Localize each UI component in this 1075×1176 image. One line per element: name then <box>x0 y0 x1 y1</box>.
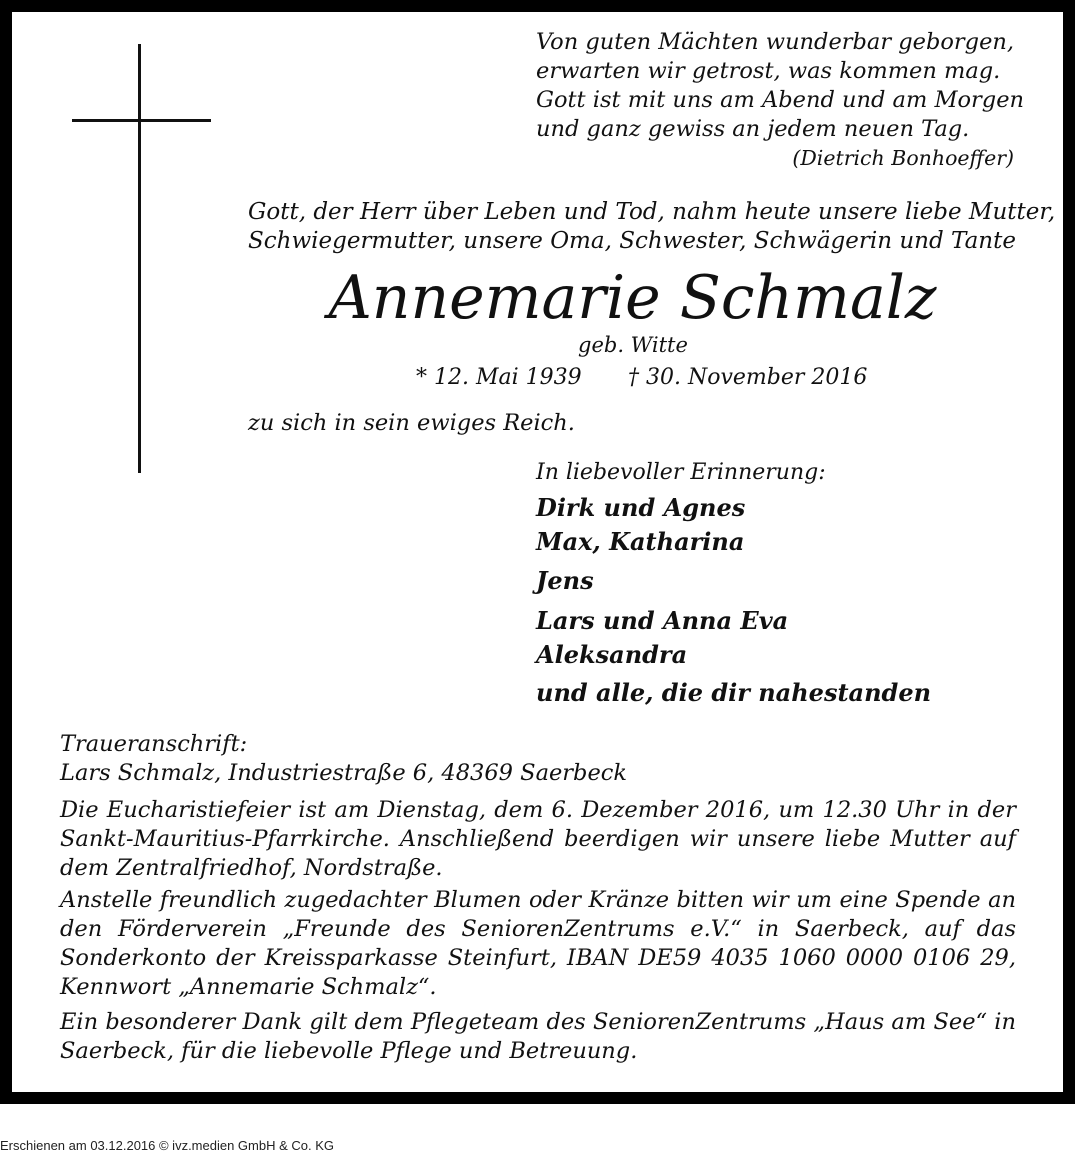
cross-symbol-vertical <box>138 44 141 473</box>
poem-line: Gott ist mit uns am Abend und am Morgen <box>536 87 1025 113</box>
poem-line: und ganz gewiss an jedem neuen Tag. <box>536 116 970 142</box>
intro-text <box>248 198 1055 256</box>
outro-text: zu sich in sein ewiges Reich. <box>248 410 575 436</box>
memory-label: In liebevoller Erinnerung: <box>536 460 826 485</box>
cross-symbol-horizontal <box>72 119 211 122</box>
poem-line: Von guten Mächten wunderbar geborgen, <box>536 29 1015 55</box>
intro-line: Gott, der Herr über Leben und Tod, nahm heute unsere liebe Mutter, <box>248 199 1056 225</box>
mourner-name: Jens <box>536 566 594 595</box>
mourner-name: Dirk und Agnes <box>536 493 746 522</box>
poem-author: (Dietrich Bonhoeffer) <box>792 146 1014 170</box>
poem <box>536 28 1024 144</box>
poem-line: erwarten wir getrost, was kommen mag. <box>536 58 1001 84</box>
service-paragraph: Die Eucharistiefeier ist am Dienstag, dem 6. Dezember 2016, um 12.30 Uhr in der Sankt-Mauritius-Pfarrkirche. Anschließend beerdigen wir unsere liebe Mutter auf dem Zentralfriedhof, Nordstraße. <box>60 797 1016 881</box>
publication-footer: Erschienen am 03.12.2016 © ivz.medien GmbH & Co. KG <box>0 1138 335 1153</box>
birth-name: geb. Witte <box>578 333 688 357</box>
mourner-name: Max, Katharina <box>536 527 745 556</box>
address-value: Lars Schmalz, Industriestraße 6, 48369 Saerbeck <box>60 760 628 786</box>
address-label: Traueranschrift: <box>60 731 248 757</box>
mourner-name: und alle, die dir nahestanden <box>536 678 932 707</box>
donation-paragraph: Anstelle freundlich zugedachter Blumen oder Kränze bitten wir um eine Spende an den Förderverein „Freunde des SeniorenZentrums e.V.“ in Saerbeck, auf das Sonderkonto der Kreissparkasse Steinfurt, IBAN DE59 4035 1060 0000 0106 29, Kennwort „Annemarie Schmalz“. <box>60 887 1016 1000</box>
birth-date: * 12. Mai 1939 <box>416 365 582 390</box>
deceased-name: Annemarie Schmalz <box>328 263 937 333</box>
mourner-name: Aleksandra <box>536 640 688 669</box>
thanks-paragraph: Ein besonderer Dank gilt dem Pflegeteam des SeniorenZentrums „Haus am See“ in Saerbeck, für die liebevolle Pflege und Betreuung. <box>60 1009 1016 1064</box>
death-date: † 30. November 2016 <box>628 365 868 390</box>
mourner-name: Lars und Anna Eva <box>536 606 789 635</box>
intro-line: Schwiegermutter, unsere Oma, Schwester, Schwägerin und Tante <box>248 228 1016 254</box>
